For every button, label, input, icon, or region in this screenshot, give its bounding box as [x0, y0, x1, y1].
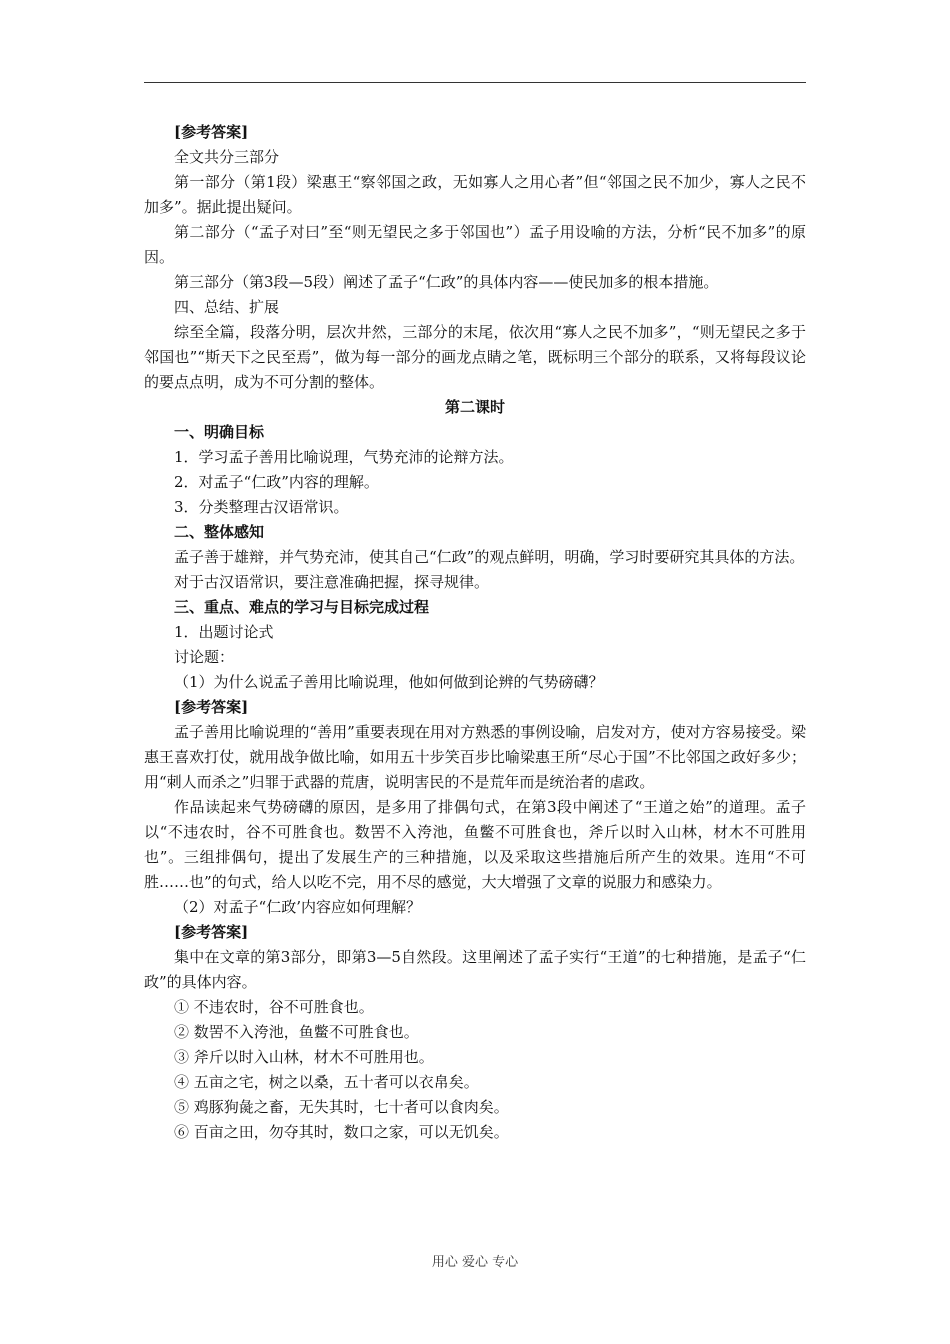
paragraph: 综至全篇，段落分明，层次井然，三部分的末尾，依次用“寡人之民不加多”，“则无望民之多于邻国也”“斯天下之民至焉”，做为每一部分的画龙点睛之笔，既标明三个部分的联系，又将每段议论的要点点明，成为不可分割的整体。 — [144, 323, 806, 391]
paragraph: 2．对孟子“仁政”内容的理解。 — [174, 473, 379, 491]
paragraph: 1．学习孟子善用比喻说理，气势充沛的论辩方法。 — [174, 448, 514, 466]
page-footer: 用心 爱心 专心 — [431, 1255, 519, 1270]
section-heading: 二、整体感知 — [174, 523, 265, 541]
document-body — [144, 120, 806, 1145]
paragraph: 对于古汉语常识，要注意准确把握，探寻规律。 — [174, 573, 490, 591]
paragraph: ⑥ 百亩之田，勿夺其时，数口之家，可以无饥矣。 — [174, 1123, 509, 1141]
paragraph: 第一部分（第1段）梁惠王“察邻国之政，无如寡人之用心者”但“邻国之民不加少，寡人之民不加多”。据此提出疑问。 — [144, 173, 806, 216]
section-heading: [参考答案] — [174, 123, 249, 141]
paragraph: ⑤ 鸡豚狗彘之畜，无失其时，七十者可以食肉矣。 — [174, 1098, 509, 1116]
section-heading: 三、重点、难点的学习与目标完成过程 — [174, 598, 430, 616]
paragraph: 第二部分（“孟子对曰”至“则无望民之多于邻国也”）孟子用设喻的方法，分析“民不加多”的原因。 — [144, 223, 806, 266]
paragraph: ① 不违农时，谷不可胜食也。 — [174, 998, 374, 1016]
section-heading: 一、明确目标 — [174, 423, 265, 441]
paragraph: 1．出题讨论式 — [174, 623, 274, 641]
paragraph: 讨论题： — [174, 648, 235, 666]
paragraph: （2）对孟子“仁政’内容应如何理解？ — [174, 898, 421, 916]
paragraph: （1）为什么说孟子善用比喻说理，他如何做到论辨的气势磅礴？ — [174, 673, 604, 691]
header-rule — [144, 82, 806, 83]
paragraph: 四、总结、扩展 — [174, 298, 280, 316]
paragraph: 3．分类整理古汉语常识。 — [174, 498, 349, 516]
section-heading: [参考答案] — [174, 698, 249, 716]
paragraph: 第三部分（第3段—5段）阐述了孟子“仁政”的具体内容——使民加多的根本措施。 — [174, 273, 719, 291]
paragraph: 孟子善于雄辩，并气势充沛，使其自己“仁政”的观点鲜明，明确，学习时要研究其具体的方法。 — [174, 548, 805, 566]
paragraph: ③ 斧斤以时入山林，材木不可胜用也。 — [174, 1048, 434, 1066]
paragraph: 集中在文章的第3部分，即第3—5自然段。这里阐述了孟子实行“王道”的七种措施，是孟子“仁政”的具体内容。 — [144, 948, 806, 991]
paragraph: 全文共分三部分 — [174, 148, 280, 166]
paragraph: 孟子善用比喻说理的“善用”重要表现在用对方熟悉的事例设喻，启发对方，使对方容易接受。梁惠王喜欢打仗，就用战争做比喻，如用五十步笑百步比喻梁惠王所“尽心于国”不比邻国之政好多少；用“刺人而杀之”归罪于武器的荒唐，说明害民的不是荒年而是统治者的虐政。 — [144, 723, 806, 791]
paragraph: 作品读起来气势磅礴的原因，是多用了排偶句式，在第3段中阐述了“王道之始”的道理。孟子以“不违农时，谷不可胜食也。数罟不入洿池，鱼鳖不可胜食也，斧斤以时入山林，材木不可胜用也”。三组排偶句，提出了发展生产的三种措施，以及采取这些措施后所产生的效果。连用“不可胜……也”的句式，给人以吃不完，用不尽的感觉，大大增强了文章的说服力和感染力。 — [144, 798, 806, 891]
paragraph: ② 数罟不入洿池，鱼鳖不可胜食也。 — [174, 1023, 419, 1041]
section-heading: [参考答案] — [174, 923, 249, 941]
section-heading: 第二课时 — [444, 398, 505, 416]
paragraph: ④ 五亩之宅，树之以桑，五十者可以衣帛矣。 — [174, 1073, 479, 1091]
